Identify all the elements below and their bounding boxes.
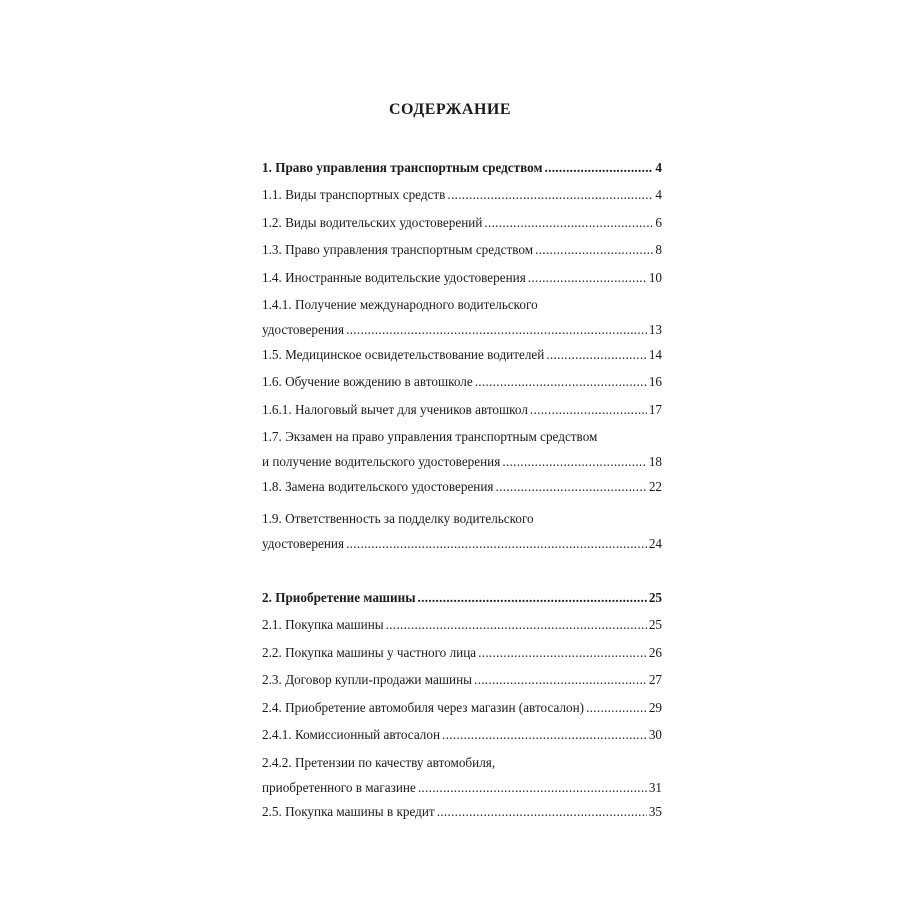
dot-leader xyxy=(530,397,647,422)
dot-leader xyxy=(545,155,654,180)
toc-entry-line xyxy=(262,182,662,207)
toc-page-number: 6 xyxy=(655,215,662,230)
toc-entry-title: 2.3. Договор купли-продажи машины xyxy=(262,672,472,687)
toc-entry-line xyxy=(262,265,662,290)
toc-entry-line xyxy=(262,237,662,262)
toc-page-number: 29 xyxy=(648,700,662,715)
toc-entry-title: 1.6. Обучение вождению в автошколе xyxy=(262,374,473,389)
toc-entry xyxy=(262,210,662,235)
toc-entry xyxy=(262,640,662,665)
toc-page-number: 25 xyxy=(648,590,662,605)
dot-leader xyxy=(528,265,647,290)
toc-entry xyxy=(262,292,662,342)
toc-entry-line xyxy=(262,722,662,747)
toc-entry-title: 1.4.1. Получение международного водительского xyxy=(262,297,538,312)
toc-entry-line xyxy=(262,317,662,342)
toc-entry xyxy=(262,750,662,800)
toc-entry-title: 1.3. Право управления транспортным средством xyxy=(262,242,534,257)
dot-leader xyxy=(535,237,653,262)
dot-leader xyxy=(437,799,647,824)
toc-entry xyxy=(262,182,662,207)
toc-entry-line xyxy=(262,342,662,367)
toc-entry-line xyxy=(262,292,662,317)
toc-entry-title: 1.8. Замена водительского удостоверения xyxy=(262,479,494,494)
toc-entry-title: 2.4.1. Комиссионный автосалон xyxy=(262,727,441,742)
toc-entry xyxy=(262,612,662,637)
toc-entry-title: 2.5. Покупка машины в кредит xyxy=(262,804,435,819)
toc-entry-title: приобретенного в магазине xyxy=(262,780,416,795)
toc-entry-line xyxy=(262,531,662,556)
toc-entry xyxy=(262,799,662,824)
toc-entry xyxy=(262,397,662,422)
toc-entry xyxy=(262,722,662,747)
toc-page-number: 31 xyxy=(648,780,662,795)
dot-leader xyxy=(474,667,647,692)
toc-entry-line xyxy=(262,640,662,665)
toc-entry-line xyxy=(262,449,662,474)
dot-leader xyxy=(386,612,647,637)
toc-entry-title: удостоверения xyxy=(262,322,345,337)
toc-entry-line xyxy=(262,750,662,775)
dot-leader xyxy=(484,210,653,235)
toc-page-number: 4 xyxy=(655,187,662,202)
toc-entry-title: 1.4. Иностранные водительские удостоверения xyxy=(262,270,526,285)
toc-entry-title: 1.7. Экзамен на право управления транспортным средством xyxy=(262,429,598,444)
toc-chapter xyxy=(262,155,662,180)
toc-entry-line xyxy=(262,155,662,180)
toc-entry xyxy=(262,667,662,692)
toc-entry xyxy=(262,237,662,262)
toc-entry xyxy=(262,342,662,367)
toc-entry xyxy=(262,424,662,474)
dot-leader xyxy=(447,182,653,207)
toc-entry-line xyxy=(262,585,662,610)
toc-entry-title: 2. Приобретение машины xyxy=(262,590,416,605)
dot-leader xyxy=(418,775,647,800)
toc-entry-title: удостоверения xyxy=(262,536,345,551)
toc-page-number: 18 xyxy=(648,454,662,469)
dot-leader xyxy=(442,722,647,747)
toc-page-number: 8 xyxy=(655,242,662,257)
toc-entry-title: 2.4. Приобретение автомобиля через магазин (автосалон) xyxy=(262,700,585,715)
toc-entry-line xyxy=(262,369,662,394)
toc-page-number: 22 xyxy=(648,479,662,494)
toc-page-number: 4 xyxy=(655,160,662,175)
toc-entry-title: 1. Право управления транспортным средством xyxy=(262,160,543,175)
dot-leader xyxy=(502,449,647,474)
dot-leader xyxy=(496,474,647,499)
toc-page-number: 30 xyxy=(648,727,662,742)
toc-page-number: 35 xyxy=(648,804,662,819)
toc-entry-line xyxy=(262,397,662,422)
dot-leader xyxy=(475,369,647,394)
toc-entry-title: 1.9. Ответственность за подделку водительского xyxy=(262,511,534,526)
toc-entry-line xyxy=(262,775,662,800)
toc-entry-line xyxy=(262,667,662,692)
page-title: СОДЕРЖАНИЕ xyxy=(388,101,512,118)
toc-entry-title: 1.5. Медицинское освидетельствование водителей xyxy=(262,347,545,362)
toc-entry-title: 1.1. Виды транспортных средств xyxy=(262,187,446,202)
toc-entry-title: 2.4.2. Претензии по качеству автомобиля, xyxy=(262,755,496,770)
toc-entry-line xyxy=(262,799,662,824)
toc-entry-line xyxy=(262,612,662,637)
dot-leader xyxy=(586,695,647,720)
toc-entry-title: и получение водительского удостоверения xyxy=(262,454,501,469)
toc-entry xyxy=(262,695,662,720)
toc-entry-line xyxy=(262,424,662,449)
dot-leader xyxy=(346,531,647,556)
toc-page-number: 27 xyxy=(648,672,662,687)
toc-entry-title: 1.6.1. Налоговый вычет для учеников автошкол xyxy=(262,402,528,417)
toc-page-number: 17 xyxy=(648,402,662,417)
toc-entry-line xyxy=(262,695,662,720)
toc-page-number: 14 xyxy=(648,347,662,362)
toc-chapter xyxy=(262,585,662,610)
toc-page-number: 25 xyxy=(648,617,662,632)
toc-page-number: 16 xyxy=(648,374,662,389)
toc-entry xyxy=(262,369,662,394)
dot-leader xyxy=(346,317,647,342)
toc-entry xyxy=(262,265,662,290)
toc-entry-line xyxy=(262,210,662,235)
toc-page-number: 13 xyxy=(648,322,662,337)
toc-entry xyxy=(262,474,662,499)
table-of-contents xyxy=(262,0,662,900)
dot-leader xyxy=(546,342,646,367)
toc-entry-line xyxy=(262,474,662,499)
toc-entry-title: 1.2. Виды водительских удостоверений xyxy=(262,215,483,230)
toc-entry xyxy=(262,506,662,556)
toc-page-number: 10 xyxy=(648,270,662,285)
toc-entry-title: 2.1. Покупка машины xyxy=(262,617,384,632)
toc-page-number: 24 xyxy=(648,536,662,551)
toc-entry-title: 2.2. Покупка машины у частного лица xyxy=(262,645,477,660)
toc-page-number: 26 xyxy=(648,645,662,660)
dot-leader xyxy=(418,585,647,610)
dot-leader xyxy=(478,640,647,665)
toc-entry-line xyxy=(262,506,662,531)
